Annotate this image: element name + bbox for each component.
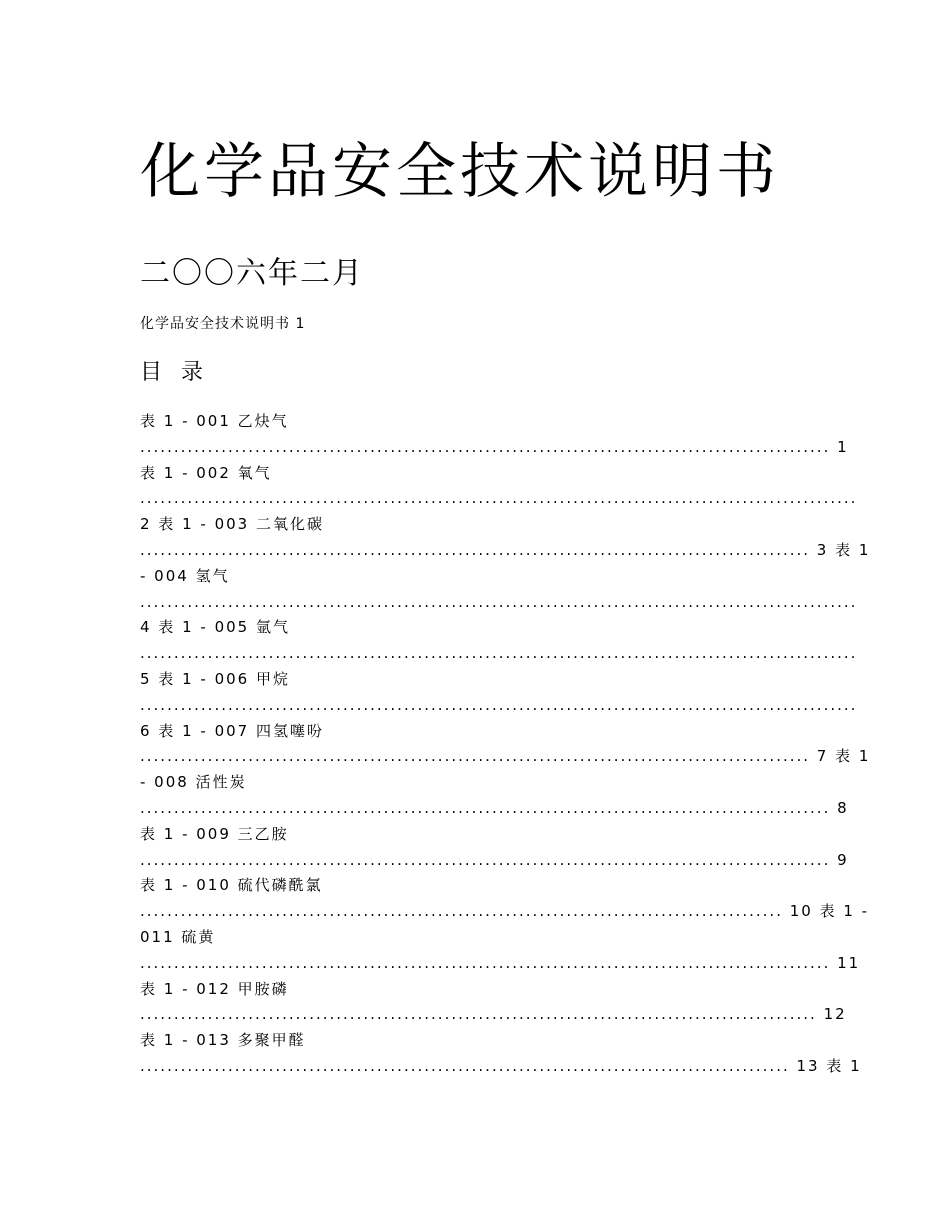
toc-line: 6 表 1 - 007 四氢噻吩 — [140, 721, 324, 740]
toc-line: ...................................................................................................... 11 — [140, 953, 861, 972]
toc-line: .......................................................................................................... — [140, 695, 858, 714]
toc-line: ...................................................................................................... 1 — [140, 437, 849, 456]
table-of-contents — [140, 408, 870, 1079]
running-header: 化学品安全技术说明书 1 — [140, 316, 306, 332]
toc-line: - 008 活性炭 — [140, 773, 247, 792]
toc-line: 表 1 - 002 氧气 — [140, 463, 272, 482]
toc-heading: 目 录 — [140, 360, 209, 385]
toc-line: 表 1 - 001 乙炔气 — [140, 412, 289, 430]
toc-line: 表 1 - 012 甲胺磷 — [140, 979, 289, 998]
toc-line: 表 1 - 013 多聚甲醛 — [140, 1031, 306, 1050]
toc-line: - 004 氢气 — [140, 566, 230, 585]
toc-line: 2 表 1 - 003 二氧化碳 — [140, 515, 324, 534]
toc-line: ................................................................................................ 13 表 1 — [140, 1056, 862, 1075]
document-date: 二〇〇六年二月 — [140, 256, 364, 291]
toc-line: 表 1 - 009 三乙胺 — [140, 824, 289, 843]
toc-line: .......................................................................................................... — [140, 644, 858, 663]
document-title: 化学品安全技术说明书 — [140, 137, 780, 207]
toc-line: 4 表 1 - 005 氩气 — [140, 618, 290, 637]
toc-line: 表 1 - 010 硫代磷酰氯 — [140, 876, 323, 895]
toc-line: .................................................................................................... 12 — [140, 1005, 847, 1024]
toc-line: .......................................................................................................... — [140, 489, 858, 508]
toc-line: ...................................................................................................... 9 — [140, 850, 849, 869]
toc-line: .......................................................................................................... — [140, 592, 858, 611]
toc-line: 011 硫黄 — [140, 927, 216, 946]
toc-line: ................................................................................................... 3 表 1 — [140, 540, 871, 559]
toc-line: ............................................................................................... 10 表 1 - — [140, 902, 870, 921]
toc-line: ................................................................................................... 7 表 1 — [140, 747, 871, 766]
toc-line: 5 表 1 - 006 甲烷 — [140, 669, 290, 688]
toc-line: ...................................................................................................... 8 — [140, 798, 849, 817]
